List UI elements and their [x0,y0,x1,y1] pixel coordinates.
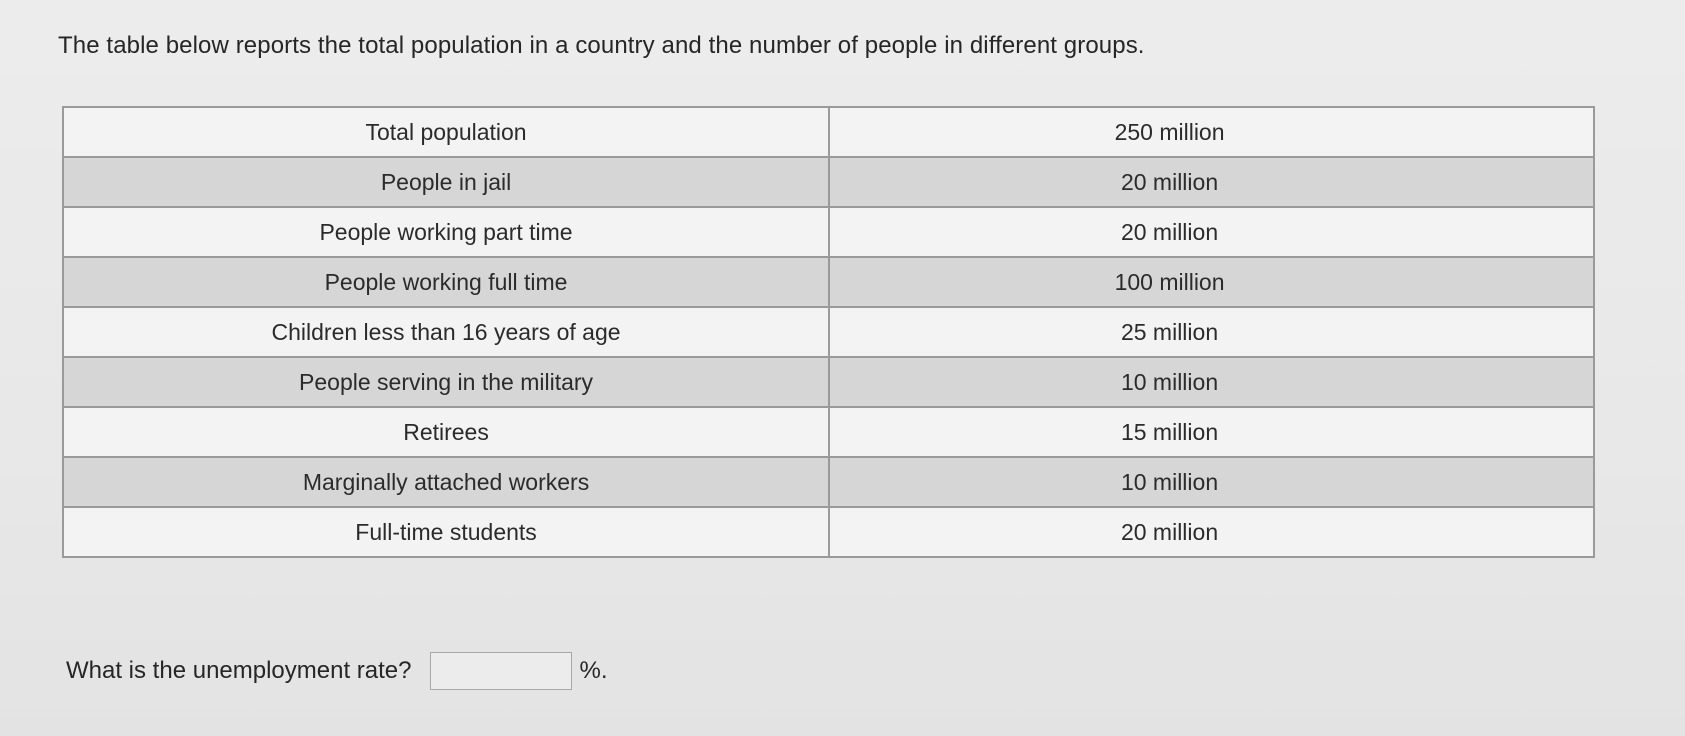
row-label: Retirees [63,407,829,457]
unemployment-question [66,652,608,690]
row-label: Children less than 16 years of age [63,307,829,357]
row-label: People serving in the military [63,357,829,407]
row-value: 15 million [829,407,1594,457]
row-value: 10 million [829,357,1594,407]
table-row [63,157,1594,207]
row-value: 20 million [829,207,1594,257]
row-label: Full-time students [63,507,829,557]
table-row [63,507,1594,557]
table-row [63,457,1594,507]
row-label: Total population [63,107,829,157]
row-label: People working full time [63,257,829,307]
table-row [63,407,1594,457]
table-row [63,107,1594,157]
row-value: 20 million [829,157,1594,207]
row-label: People in jail [63,157,829,207]
intro-text: The table below reports the total population in a country and the number of people in different groups. [58,32,1145,59]
row-value: 25 million [829,307,1594,357]
table-row [63,357,1594,407]
row-value: 250 million [829,107,1594,157]
table-row [63,257,1594,307]
row-value: 20 million [829,507,1594,557]
row-value: 100 million [829,257,1594,307]
table-row [63,307,1594,357]
question-prompt: What is the unemployment rate? [66,657,412,684]
table-row [63,207,1594,257]
row-value: 10 million [829,457,1594,507]
unemployment-rate-input[interactable] [430,652,572,690]
percent-suffix: %. [579,657,608,684]
row-label: Marginally attached workers [63,457,829,507]
population-table [62,106,1595,558]
row-label: People working part time [63,207,829,257]
